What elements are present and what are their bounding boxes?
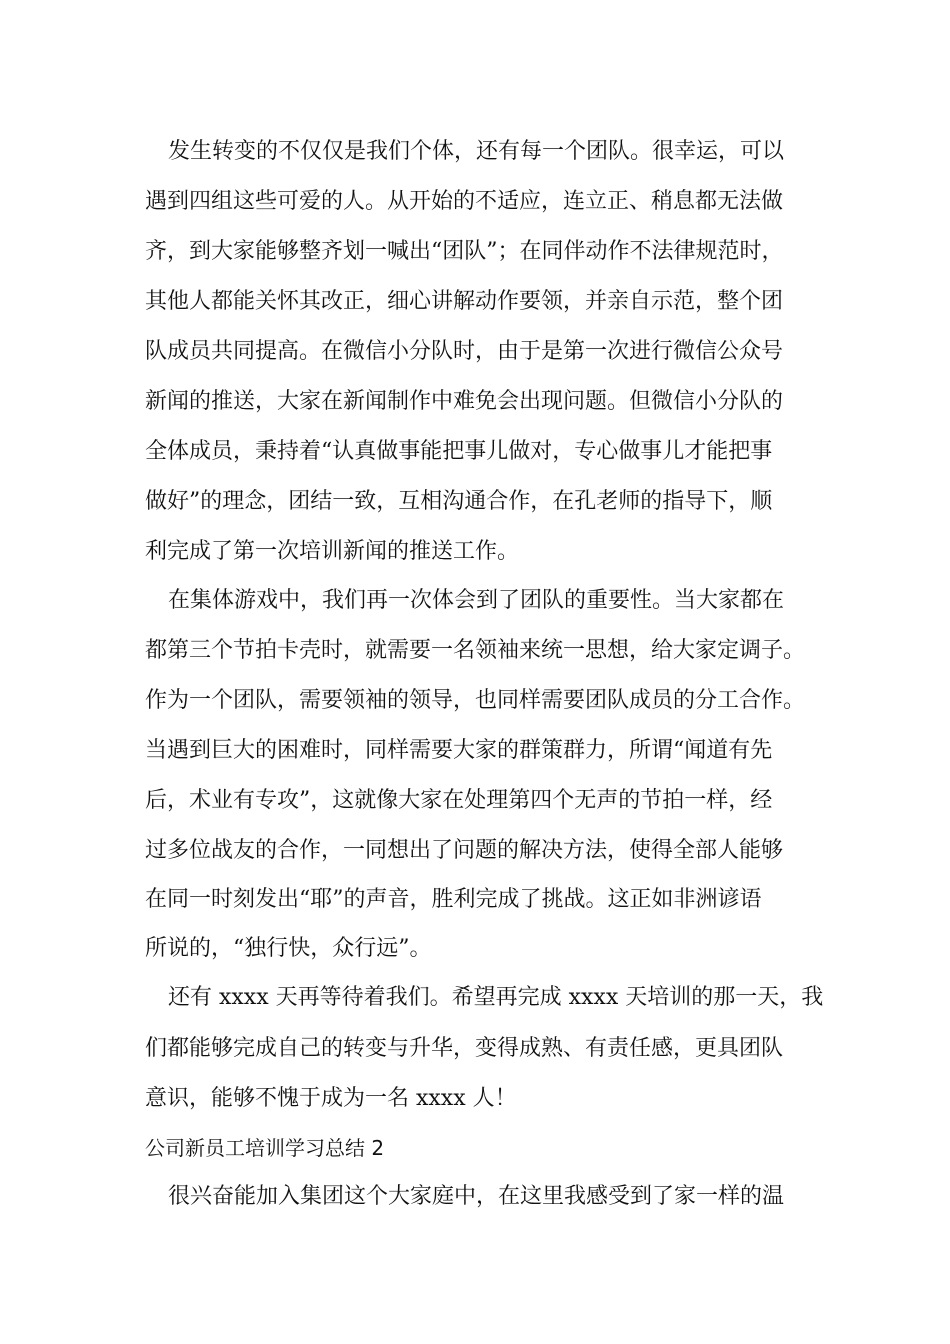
paragraph-4-line-1: 很兴奋能加入集团这个大家庭中，在这里我感受到了家一样的温 — [168, 1184, 785, 1209]
paragraph-1-line-7: 全体成员，秉持着“认真做事能把事儿做对，专心做事儿才能把事 — [145, 439, 773, 464]
paragraph-1-line-9: 利完成了第一次培训新闻的推送工作。 — [145, 539, 520, 564]
paragraph-1-line-1: 发生转变的不仅仅是我们个体，还有每一个团队。很幸运，可以 — [168, 139, 785, 164]
paragraph-1-line-8: 做好”的理念，团结一致，互相沟通合作，在孔老师的指导下，顺 — [145, 489, 773, 514]
paragraph-2-line-6: 过多位战友的合作，一同想出了问题的解决方法，使得全部人能够 — [145, 838, 784, 863]
paragraph-1-line-6: 新闻的推送，大家在新闻制作中难免会出现问题。但微信小分队的 — [145, 389, 784, 414]
paragraph-2-line-8: 所说的，“独行快，众行远”。 — [145, 936, 432, 961]
paragraph-1-line-4: 其他人都能关怀其改正，细心讲解动作要领，并亲自示范，整个团 — [145, 289, 784, 314]
paragraph-1-line-5: 队成员共同提高。在微信小分队时，由于是第一次进行微信公众号 — [145, 339, 784, 364]
paragraph-2-line-1: 在集体游戏中，我们再一次体会到了团队的重要性。当大家都在 — [168, 588, 785, 613]
paragraph-1-line-3: 齐，到大家能够整齐划一喊出“团队”；在同伴动作不法律规范时， — [145, 239, 784, 264]
paragraph-3-line-2: 们都能够完成自己的转变与升华，变得成熟、有责任感，更具团队 — [145, 1036, 784, 1061]
paragraph-2-line-3: 作为一个团队，需要领袖的领导，也同样需要团队成员的分工合作。 — [145, 688, 806, 713]
paragraph-2-line-5: 后，术业有专攻”，这就像大家在处理第四个无声的节拍一样，经 — [145, 788, 773, 813]
paragraph-2-line-7: 在同一时刻发出“耶”的声音，胜利完成了挑战。这正如非洲谚语 — [145, 887, 762, 912]
paragraph-1-line-2: 遇到四组这些可爱的人。从开始的不适应，连立正、稍息都无法做 — [145, 189, 784, 214]
paragraph-3-line-3: 意识，能够不愧于成为一名 xxxx 人！ — [145, 1086, 517, 1111]
paragraph-2-line-2: 都第三个节拍卡壳时，就需要一名领袖来统一思想，给大家定调子。 — [145, 638, 806, 663]
section-heading: 公司新员工培训学习总结 2 — [145, 1136, 385, 1160]
paragraph-3-line-1: 还有 xxxx 天再等待着我们。希望再完成 xxxx 天培训的那一天，我 — [168, 985, 824, 1010]
paragraph-2-line-4: 当遇到巨大的困难时，同样需要大家的群策群力，所谓“闻道有先 — [145, 738, 773, 763]
